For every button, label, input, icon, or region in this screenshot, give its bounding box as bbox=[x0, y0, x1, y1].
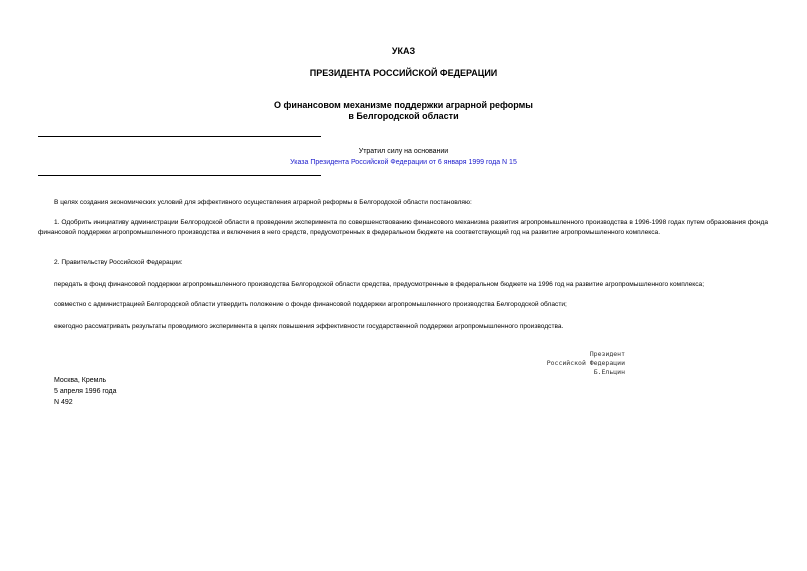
repeal-decree-link[interactable]: Указа Президента Российской Федерации от 6 января 1999 года N 15 bbox=[290, 159, 517, 166]
paragraph-1: 1. Одобрить инициативу администрации Белгородской области в проведении эксперимента по совершенствованию финансового механизма развития агропромышленного производства в 1996-1998 годах путем образования фонда финансовой поддержки агропромышленного производства и включения в него средств, предусмотренных в федеральном бюджете на соответствующий год на развитие агропромышленного комплекса. bbox=[38, 219, 768, 236]
issuer-title: ПРЕЗИДЕНТА РОССИЙСКОЙ ФЕДЕРАЦИИ bbox=[309, 68, 498, 78]
paragraph-2-item-2: совместно с администрацией Белгородской области утвердить положение о фонде финансовой поддержки агропромышленного производства Белгородской области; bbox=[54, 301, 567, 308]
topic-line-1: О финансовом механизме поддержки аграрной реформы bbox=[274, 100, 533, 110]
status-note: Утратил силу на основании bbox=[358, 148, 449, 155]
place-date-block bbox=[54, 375, 117, 408]
topic-line-2: в Белгородской области bbox=[348, 111, 459, 121]
place-date: 5 апреля 1996 года bbox=[54, 388, 117, 395]
document-type-title: УКАЗ bbox=[391, 46, 416, 56]
paragraph-preamble: В целях создания экономических условий для эффективного осуществления аграрной реформы в Белгородской области постановляю: bbox=[54, 199, 472, 206]
paragraph-2-item-1: передать в фонд финансовой поддержки агропромышленного производства Белгородской области средства, предусмотренные в федеральном бюджете на 1996 год на развитие агропромышленного комплекса; bbox=[54, 281, 705, 288]
paragraph-2: 2. Правительству Российской Федерации: bbox=[54, 259, 183, 266]
place-city: Москва, Кремль bbox=[54, 377, 107, 384]
document-topic bbox=[0, 100, 807, 122]
divider-bottom bbox=[38, 175, 321, 176]
document-number: N 492 bbox=[54, 399, 73, 406]
divider-top bbox=[38, 136, 321, 137]
signature-title: Президент bbox=[589, 350, 625, 358]
signature-country: Российской Федерации bbox=[546, 359, 625, 367]
signature-name: Б.Ельцин bbox=[593, 368, 625, 376]
signature-block bbox=[490, 350, 625, 377]
paragraph-2-item-3: ежегодно рассматривать результаты проводимого эксперимента в целях повышения эффективности государственной поддержки агропромышленного производства. bbox=[54, 323, 564, 330]
